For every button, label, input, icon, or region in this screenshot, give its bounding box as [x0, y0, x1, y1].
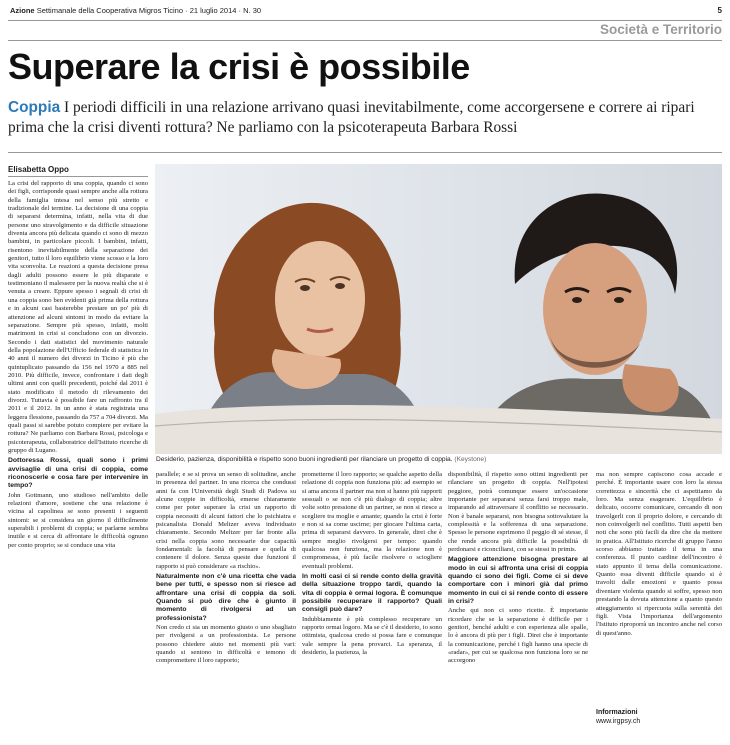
info-title: Informazioni [596, 709, 638, 716]
interview-question: Naturalmente non c'è una ricetta che vada bene per tutti, e spesso non si riesce ad affrontare una crisi di coppia da soli. Quando si può dire che è giunto il momento di rivolgersi ad un professionista? [156, 573, 296, 622]
body-paragraph: Anche qui non ci sono ricette. È importante ricordare che se la separazione è difficile per i genitori, benché adulti e con esperienza alle spalle, lo è ancora di più per i figli. Direi che è importante la comunicazione, perché i figli hanno una specie di «radar», per cui se qualcosa non funziona loro se ne accorgono [448, 607, 588, 665]
subtitle-rule [8, 152, 722, 153]
interview-question: Maggiore attenzione bisogna prestare al modo in cui si affronta una crisi di coppia quando ci sono dei figli. Come ci si deve comportare con i minori già dal primo momento in cui ci si rende conto di essere in crisi? [448, 556, 588, 605]
article-column-2 [156, 471, 296, 741]
body-paragraph: Indubbiamente è più complesso recuperare un rapporto ormai logoro. Ma se c'è il desiderio, io sono ottimista, qualcosa credo si possa fare e comunque vale sempre la pena provarci. La speranza, il desiderio, la pazienza, la [302, 615, 442, 656]
body-paragraph: La crisi del rapporto di una coppia, quando ci sono dei figli, corrisponde quasi sempre anche alla rottura della famiglia intesa nel senso più stretto e tradizionale del termine. La decisione di una coppia di separarsi determina, infatti, nella vita di due persone uno stravolgimento e da difficile situazione diventa ancora più delicata quando ci sono di mezzo bambini, in particolare piccoli. I bambini, infatti, risentono inevitabilmente della separazione dei genitori, tutto il loro equilibrio viene scosso e la loro vita sconvolta. Le reazioni a questa decisione presa dagli adulti possono essere le più disparate e testimoniano il malessere per la nuova realtà che si è venuta a creare. Eppure spesso i segnali di crisi di una coppia sono ben evidenti già prima della rottura e in alcuni casi basterebbe prestare un po' più di attenzione ad alcuni sintomi in modo da evitare la separazione. Sempre più spesso, infatti, molti matrimoni in crisi si concludono con un divorzio. Secondo i dati statistici del movimento naturale della popolazione dell'Ufficio federale di statistica in 40 anni il numero dei divorzi in Ticino è più che quintuplicato passando da 156 nel 1970 a 885 nel 2010. Più difficile, invece, confrontare i dati degli ultimi anni con quelli precedenti, poiché dal 2011 è stato modificato il metodo di rilevamento dei divorzi. Tuttavia è possibile fare un raffronto tra il 2011 e il 2012. In un anno è stata registrata una leggera flessione, passando da 757 a 704 divorzi. Ma quali passi si sarebbe potuto compiere per evitare la rottura? Ne parliamo con Barbara Rossi, psicologa e psicoterapeuta, collaboratrice dell'Istituto ricerche di gruppo di Lugano. [8, 180, 148, 454]
info-box [596, 708, 722, 726]
article-column-3 [302, 471, 442, 741]
header-rule [8, 20, 722, 21]
body-paragraph: disponibilità, il rispetto sono ottimi ingredienti per rilanciare un progetto di coppia. Nell'ipotesi peggiore, potrà comunque essere un'occasione importante per separarsi senza farsi troppo male, imparando ad attraversare il conflitto se necessario. Non è banale separarsi, non bisogna sottovalutare la complessità e la sofferenza di una separazione. Spesso le persone esprimono il peggio di sé stesse, il che rende ancora più difficile la possibilità di perdonarsi e riconciliarsi, con se stessi in primis. [448, 471, 588, 554]
couple-photo-illustration [155, 164, 722, 454]
interview-question: In molti casi ci si rende conto della gravità della situazione troppo tardi, quando la vita di coppia è ormai logora. È comunque possibile recuperare il rapporto? Quali consigli può dare? [302, 573, 442, 614]
caption-text: Desiderio, pazienza, disponibilità e rispetto sono buoni ingredienti per rilanciare un progetto di coppia. [156, 456, 453, 463]
issue-date: 21 luglio 2014 [189, 6, 237, 15]
body-paragraph: parallele; e se si prova un senso di solitudine, anche in presenza del partner. In una ricerca che condussi anni fa con l'Università degli Studi di Padova su alcune coppie in difficoltà, emerse chiaramente come per poter superare la crisi un rapporto di coppia necessiti di alcuni fattori che lo psichiatra e psicanalista Donald Meltzer aveva individuato chiaramente. Secondo Meltzer per far fronte alla crisi nella coppia sono necessarie due capacità fondamentali: la facoltà di pensare e quella di contenere il dolore. Senza queste due funzioni il rapporto si può considerare «a rischio». [156, 471, 296, 570]
publication-tagline: Settimanale della Cooperativa Migros Ticino [36, 6, 184, 15]
article-subtitle [8, 98, 722, 138]
article-column-5 [596, 471, 722, 741]
publication-name: Azione [10, 6, 35, 15]
interview-question: Dottoressa Rossi, quali sono i primi avvisaglie di una crisi di coppia, come riconoscerle e cosa fare per intervenire in tempo? [8, 457, 148, 490]
section-label: Società e Territorio [599, 22, 722, 37]
body-paragraph: John Gottmann, uno studioso nell'ambito delle relazioni d'amore, sostiene che una relazione è vicina al capolinea se sono presenti i seguenti sintomi: se si considera un giorno il difficilmente superabili i problemi di coppia; se parlarne sembra inutile e si cerca di affrontare le difficoltà ognuno per conto proprio; se si conduce una vita [8, 491, 148, 549]
photo-caption [156, 456, 722, 463]
issue-number: N. 30 [243, 6, 262, 15]
info-link[interactable]: www.irgpsy.ch [596, 718, 641, 725]
section-rule [8, 40, 722, 41]
article-title: Superare la crisi è possibile [8, 46, 470, 87]
article-column-1 [8, 180, 148, 740]
body-paragraph: prometterne il loro rapporto; se qualche aspetto della relazione di coppia non funziona più: ad esempio se si ama ancora il partner ma non si hanno più rapporti sessuali o se non c'è più dialogo di coppia; altre volte sotto pressione di un partner, se non si riesce a scegliere tra moglie e amante; quando la crisi è forte e non si sa come uscirne; per giocare l'ultima carta, prima di separarsi davvero. In generale, direi che è sempre meglio rivolgersi per tempo: quando qualcosa non funziona, ma la relazione non è compromessa, è più facile risolvere o sciogliere eventuali problemi. [302, 471, 442, 570]
body-paragraph: ma non sempre capiscono cosa accade e perché. È importante usare con loro la stessa correttezza e sincerità che ci aspettiamo da loro. Ma senza esagerare. L'equilibrio è delicato, occorre comunicare, cercando di non travolgerli con il proprio dolore, e cercando di non coinvolgerli nel conflitto. Tutti aspetti ben noti che sono più facili da dire che da mettere in pratica. All'Istituto ricerche di gruppo l'anno scorso abbiamo trattato il tema in una conferenza. Il punto cardine dell'incontro è stato appunto il tema della comunicazione. Quanto essa diventi difficile quando si è travolti dalle emozioni e quanto possa diventare violenta quando si soffre, spesso non prestando la dovuta attenzione a quanto questo atteggiamento si ripercuota sulla serenità dei figli. Vista l'importanza dell'argomento l'Istituto riproporrà un incontro anche nel corso di quest'anno. [596, 471, 722, 637]
photo-credit: (Keystone) [454, 456, 487, 463]
article-photo [155, 164, 722, 454]
page-header: Azione Settimanale della Cooperativa Migros Ticino · 21 luglio 2014 · N. 30 5 [10, 6, 722, 15]
author-byline: Elisabetta Oppo [8, 165, 148, 177]
body-paragraph: Non credo ci sia un momento giusto o uno sbagliato per rivolgersi a un professionista. Le persone possono chiedere aiuto nei momenti più vari: quando si sentono in difficoltà e temono di compromettere il loro rapporto; [156, 623, 296, 665]
article-column-4 [448, 471, 588, 741]
page-number: 5 [717, 6, 722, 15]
subtitle-text: I periodi difficili in una relazione arrivano quasi inevitabilmente, come accorgersene e correre ai ripari prima che la crisi diventi rottura? Ne parliamo con la psicoterapeuta Barbara Rossi [8, 99, 695, 136]
article-kicker: Coppia [8, 99, 61, 116]
